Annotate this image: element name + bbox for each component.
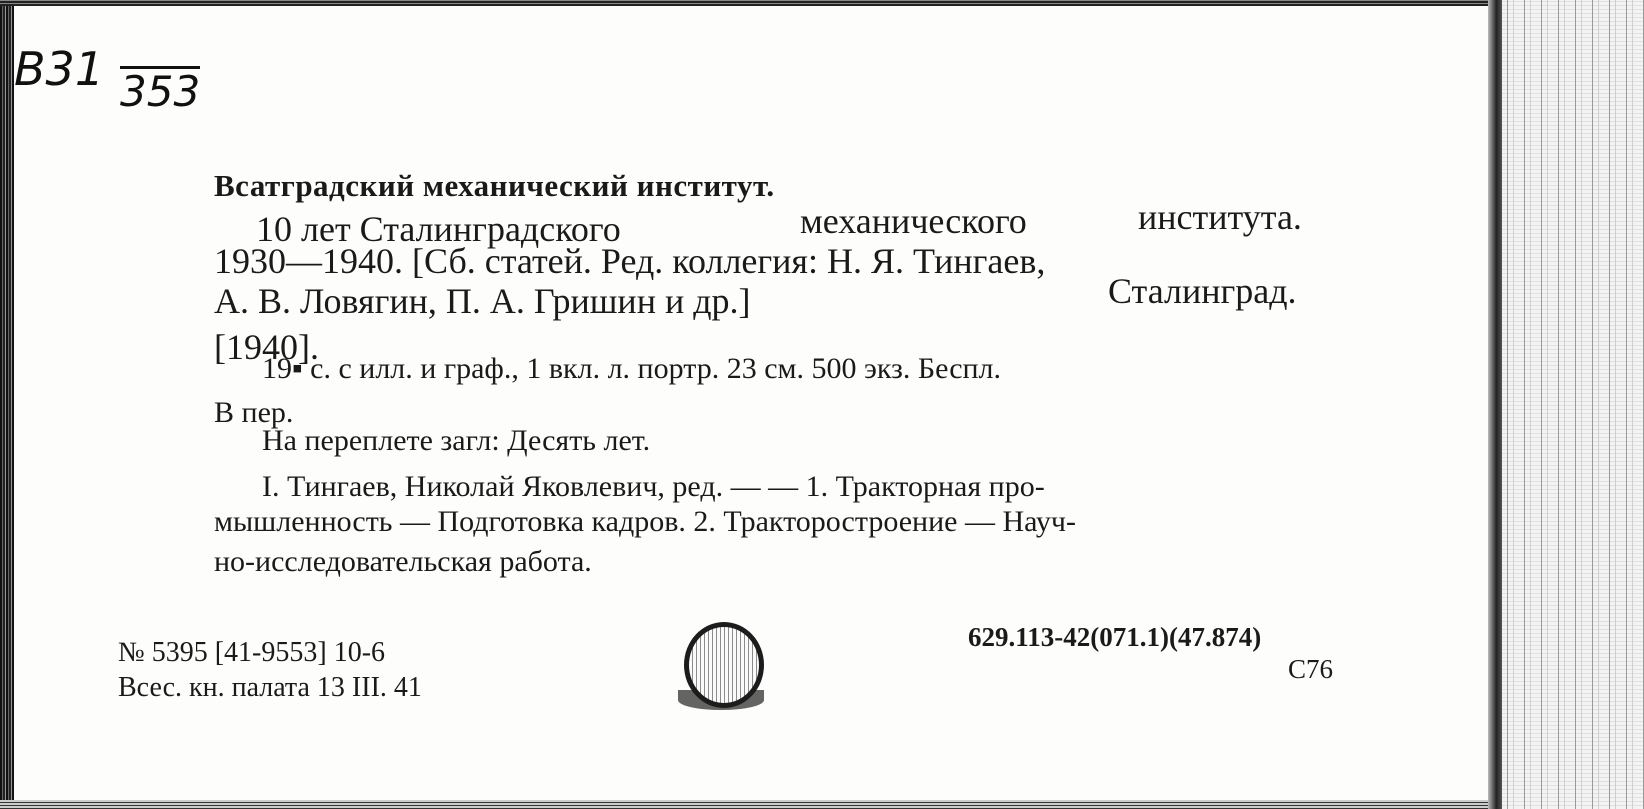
handwritten-call-number-suffix: 353 (120, 67, 201, 116)
scan-edge-left (0, 0, 14, 809)
record-number: № 5395 [41-9553] 10-6 (118, 637, 386, 668)
scan-edge-top (0, 0, 1490, 6)
title-line-1-part-2: механического (800, 201, 1027, 241)
book-chamber-stamp-text: Всес. кн. палата 13 III. 41 (118, 672, 422, 703)
title-line-3-part-1: А. В. Ловягин, П. А. Гришин и др.] (214, 281, 751, 321)
title-line-4: [1940]. (214, 327, 319, 367)
tracing-line-2: мышленность — Подготовка кадров. 2. Тракторостроение — Науч- (214, 505, 1076, 538)
scan-noise-right (1502, 0, 1644, 809)
physical-description: 19▪ с. с илл. и граф., 1 вкл. л. портр. 23 см. 500 экз. Беспл. (262, 352, 1002, 385)
scan-edge-bottom (0, 800, 1500, 809)
title-line-1-part-1: 10 лет Сталинградского (256, 209, 621, 249)
physical-description-cont: В пер. (214, 396, 294, 429)
classification-number: 629.113-42(071.1)(47.874) (968, 622, 1262, 652)
punch-hole (684, 622, 764, 708)
title-line-3-part-2: Сталинград. (1108, 271, 1297, 311)
title-line-2: 1930—1940. [Сб. статей. Ред. коллегия: Н. Я. Тингаев, (214, 241, 1046, 281)
binding-note: На переплете загл: Десять лет. (262, 424, 651, 457)
handwritten-call-number: B31 (14, 42, 105, 96)
title-line-1-part-3: института. (1138, 197, 1302, 237)
tracing-line-1: I. Тингаев, Николай Яковлевич, ред. — — 1. Тракторная про- (262, 470, 1045, 503)
cutter-number: С76 (1288, 654, 1334, 684)
entry-heading: Всатградский механический институт. (214, 168, 775, 203)
tracing-line-3: но-исследовательская работа. (214, 545, 592, 578)
card-edge-shadow (1488, 0, 1502, 809)
